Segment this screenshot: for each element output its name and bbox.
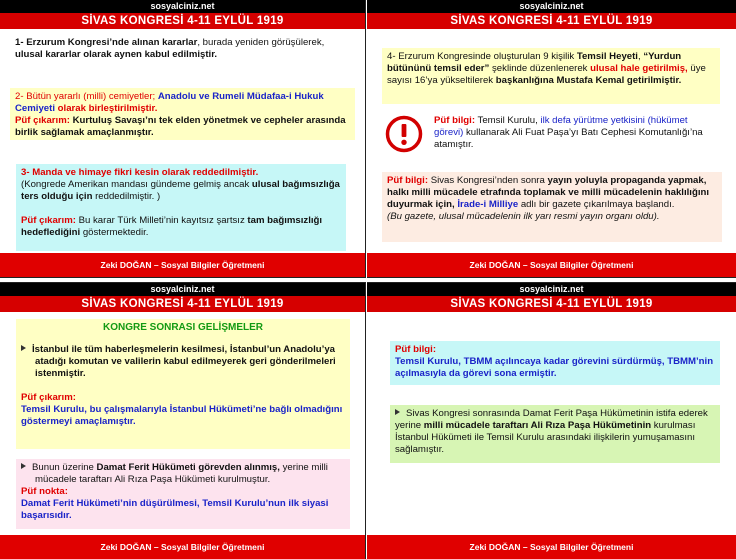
ali-riza-pasa-box xyxy=(390,405,720,463)
item2-text-c: yerine milli mücadele taraftarı Ali Rıza Paşa Hükümeti kurulmuştur. xyxy=(35,462,328,485)
decision-3-text-b: kesin olarak reddedilmiştir. xyxy=(134,167,259,178)
kongre-sonrasi-item-1 xyxy=(21,344,345,380)
item1-text: İstanbul ile tüm haberleşmelerin kesilmesi, İstanbul’un Anadolu’ya atadığı komutan ve valilerin kabul edilmeyerek geri gönderilmeleri istenmiştir. xyxy=(32,344,336,379)
item-text-a: Sivas Kongresi sonrasında Damat Ferit Paşa Hükümetinin istifa ederek yerine xyxy=(395,408,708,431)
site-banner: sosyalciniz.net xyxy=(0,283,365,296)
decision-3-text-e: reddedilmiştir. ) xyxy=(92,191,161,202)
bullet-arrow-icon xyxy=(395,409,400,415)
slide-top-right xyxy=(367,0,736,278)
decision-3-text-a: 3- Manda ve himaye fikri xyxy=(21,167,135,178)
section-heading: KONGRE SONRASI GELİŞMELER xyxy=(102,322,263,333)
site-banner: sosyalciniz.net xyxy=(367,283,736,296)
puf-nokta-label: Püf nokta: xyxy=(21,486,68,497)
decision-3-box xyxy=(16,164,346,251)
puf-bilgi-label: Püf bilgi: xyxy=(434,115,476,126)
decision-3-text-i: göstermektedir. xyxy=(80,227,149,238)
bilgi-text: Temsil Kurulu, TBMM açılıncaya kadar görevini sürdürmüş, TBMM’nin açılmasıyla da görevi sona ermiştir. xyxy=(395,356,714,379)
slide-title: SİVAS KONGRESİ 4-11 EYLÜL 1919 xyxy=(367,296,736,312)
decision-2-box xyxy=(10,88,355,140)
bilgi1-text-c: ilk defa yürütme yetkisini (hükümet görevi) xyxy=(434,115,688,138)
decision-4-text-f: ulusal hale getirilmiş, xyxy=(590,63,688,74)
slide-title: SİVAS KONGRESİ 4-11 EYLÜL 1919 xyxy=(0,296,365,312)
slide-bottom-right xyxy=(367,282,736,559)
decision-3-text-d: ulusal bağımsızlığa ters olduğu için xyxy=(21,179,340,202)
decision-4-box xyxy=(382,48,720,104)
decision-1-text-b: , burada yeniden görüşülerek, xyxy=(197,37,325,48)
bilgi2-text-c: yayın yoluyla propaganda yapmak, halkı milli mücadele etrafında toplamak ve milli mücadelenin haklılığını duyurmak için, xyxy=(387,175,710,210)
bilgi1-text-d: kullanarak Ali Fuat Paşa’yı Batı Cephesi Komutanlığı’na atamıştır. xyxy=(434,127,703,150)
decision-1-text-a: 1- Erzurum Kongresi’nde alınan kararlar xyxy=(15,37,198,48)
item-text-b: milli mücadele taraftarı Ali Rıza Paşa Hükümetinin xyxy=(423,420,652,431)
decision-2-text-c: olarak birleştirilmiştir. xyxy=(55,103,158,114)
puf-cikarim-label: Püf çıkarım: xyxy=(15,115,70,126)
puf-bilgi-label: Püf bilgi: xyxy=(395,344,437,355)
damat-ferit-item xyxy=(21,462,345,486)
bilgi1-text-b: Temsil Kurulu, xyxy=(475,115,541,126)
bullet-arrow-icon xyxy=(21,463,26,469)
bilgi2-text-e: adlı bir gazete çıkarılmaya başlandı. xyxy=(518,199,675,210)
decision-4-text-g: üye sayısı 16’ya yükseltilerek xyxy=(387,63,706,86)
bullet-arrow-icon xyxy=(21,345,26,351)
item2-text-e: Damat Ferit Hükümeti’nin düşürülmesi, Temsil Kurulu’nun ilk siyasi başarısıdır. xyxy=(21,498,329,521)
puf-cikarim xyxy=(21,392,345,428)
item2-text-b: Damat Ferit Hükümeti görevden alınmış, xyxy=(96,462,280,473)
decision-2-text-b: Anadolu ve Rumeli Müdafaa-i Hukuk Cemiyeti xyxy=(15,91,324,114)
slide-bottom-left xyxy=(0,282,366,559)
decision-4-text-b: Temsil Heyeti xyxy=(576,51,638,62)
decision-2-text-a: 2- Bütün yararlı (milli) cemiyetler; xyxy=(15,91,158,102)
decision-4-text-c: , xyxy=(637,51,644,62)
decision-3-text-g: Bu karar Türk Milleti’nin kayıtsız şartsız xyxy=(75,215,248,226)
site-banner: sosyalciniz.net xyxy=(367,0,736,13)
bilgi2-text-f: (Bu gazete, ulusal mücadelenin ilk yarı resmi yayın organı oldu). xyxy=(387,211,660,222)
decision-3-text-h: tam bağımsızlığı hedeflediğini xyxy=(21,215,323,238)
kongre-sonrasi-box xyxy=(16,319,350,449)
footer-author: Zeki DOĞAN – Sosyal Bilgiler Öğretmeni xyxy=(0,535,365,559)
decision-2-text-e: Kurtuluş Savaşı’nı tek elden yönetmek ve cepheler arasında birlik sağlamak amaçlanmıştır. xyxy=(15,115,346,138)
cikarim-text: Temsil Kurulu, bu çalışmalarıyla İstanbul Hükümeti’ne bağlı olmadığını göstermeyi amaçlamıştır. xyxy=(21,404,343,427)
decision-1-text-c: ulusal kararlar olarak aynen kabul edilmiştir. xyxy=(15,49,218,60)
slide-title: SİVAS KONGRESİ 4-11 EYLÜL 1919 xyxy=(0,13,365,29)
footer-author: Zeki DOĞAN – Sosyal Bilgiler Öğretmeni xyxy=(367,535,736,559)
bilgi2-text-d: İrade-i Milliye xyxy=(457,199,519,210)
damat-ferit-box xyxy=(16,459,350,529)
decision-4-text-e: şeklinde düzenlenerek xyxy=(489,63,591,74)
puf-cikarim-label: Püf çıkarım: xyxy=(21,392,76,403)
puf-bilgi-temsil-kurulu xyxy=(429,112,724,154)
puf-cikarim-label: Püf çıkarım: xyxy=(21,215,76,226)
decision-1 xyxy=(10,34,355,64)
puf-bilgi-irade-i-milliye xyxy=(382,172,722,242)
puf-bilgi-label: Püf bilgi: xyxy=(387,175,429,186)
puf-bilgi-tbmm xyxy=(390,341,720,385)
decision-4-text-h: başkanlığına Mustafa Kemal getirilmiştir. xyxy=(495,75,682,86)
decision-4-text-d: “Yurdun bütününü temsil eder” xyxy=(387,51,682,74)
slide-top-left xyxy=(0,0,366,278)
footer-author: Zeki DOĞAN – Sosyal Bilgiler Öğretmeni xyxy=(0,253,365,277)
bilgi2-text-b: Sivas Kongresi’nden sonra xyxy=(428,175,548,186)
item-text-c: kurulması İstanbul Hükümeti ile Temsil Kurulu arasındaki ilişkilerin yumuşamasını sağlamıştır. xyxy=(395,420,696,455)
slide-title: SİVAS KONGRESİ 4-11 EYLÜL 1919 xyxy=(367,13,736,29)
site-banner: sosyalciniz.net xyxy=(0,0,365,13)
warning-icon xyxy=(385,115,423,153)
footer-author: Zeki DOĞAN – Sosyal Bilgiler Öğretmeni xyxy=(367,253,736,277)
decision-3-text-c: (Kongrede Amerikan mandası gündeme gelmiş ancak xyxy=(21,179,252,190)
item2-text-a: Bunun üzerine xyxy=(32,462,97,473)
decision-4-text-a: 4- Erzurum Kongresinde oluşturulan 9 kişilik xyxy=(387,51,577,62)
